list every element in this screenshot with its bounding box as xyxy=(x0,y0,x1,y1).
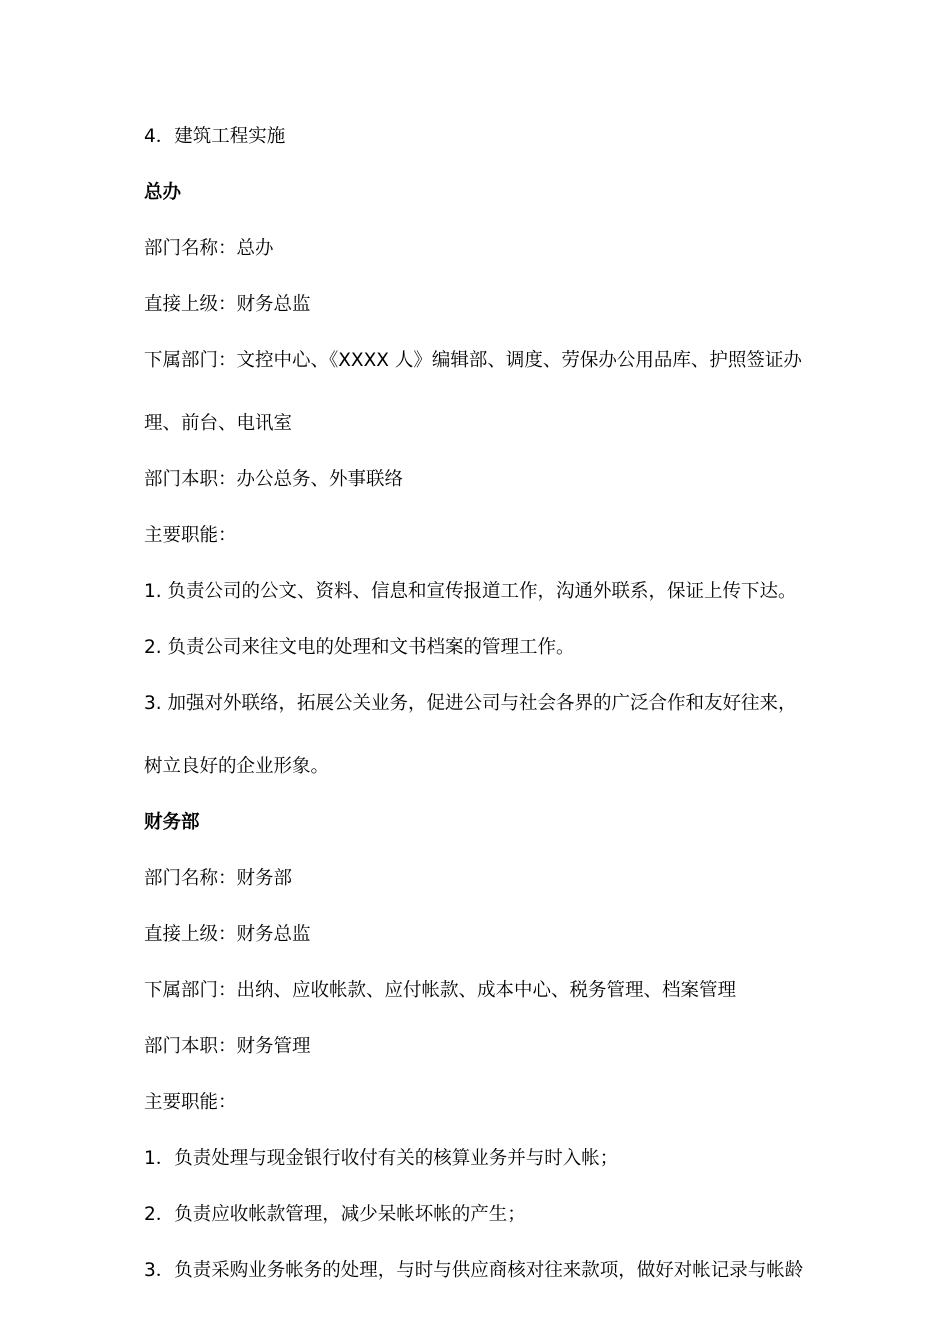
section-heading-finance-dept: 财务部 xyxy=(144,812,200,833)
dept-duty: 部门本职：财务管理 xyxy=(144,1036,311,1057)
dept-name: 部门名称：总办 xyxy=(144,238,274,259)
function-item: 2．负责应收帐款管理，减少呆帐坏帐的产生； xyxy=(144,1204,526,1225)
intro-list-item: 4．建筑工程实施 xyxy=(144,126,286,147)
function-item: 3. 加强对外联络，拓展公关业务，促进公司与社会各界的广泛合作和友好往来， xyxy=(144,693,797,714)
subordinate-depts-line-1: 下属部门：出纳、应收帐款、应付帐款、成本中心、税务管理、档案管理 xyxy=(144,980,737,1001)
main-functions-label: 主要职能： xyxy=(144,1092,237,1113)
dept-name: 部门名称：财务部 xyxy=(144,868,293,889)
dept-duty: 部门本职：办公总务、外事联络 xyxy=(144,469,404,490)
subordinate-depts-line-2: 理、前台、电讯室 xyxy=(144,413,293,434)
direct-superior: 直接上级：财务总监 xyxy=(144,924,311,945)
section-heading-general-office: 总办 xyxy=(144,182,182,203)
function-item: 2. 负责公司来往文电的处理和文书档案的管理工作。 xyxy=(144,637,575,658)
subordinate-depts-line-1: 下属部门：文控中心、《XXXX 人》编辑部、调度、劳保办公用品库、护照签证办 xyxy=(144,350,802,371)
function-item-continuation: 树立良好的企业形象。 xyxy=(144,756,330,777)
main-functions-label: 主要职能： xyxy=(144,525,237,546)
function-item: 1．负责处理与现金银行收付有关的核算业务并与时入帐； xyxy=(144,1148,619,1169)
direct-superior: 直接上级：财务总监 xyxy=(144,294,311,315)
function-item: 3．负责采购业务帐务的处理，与时与供应商核对往来款项，做好对帐记录与帐龄 xyxy=(144,1260,804,1281)
function-item: 1. 负责公司的公文、资料、信息和宣传报道工作，沟通外联系，保证上传下达。 xyxy=(144,581,797,602)
